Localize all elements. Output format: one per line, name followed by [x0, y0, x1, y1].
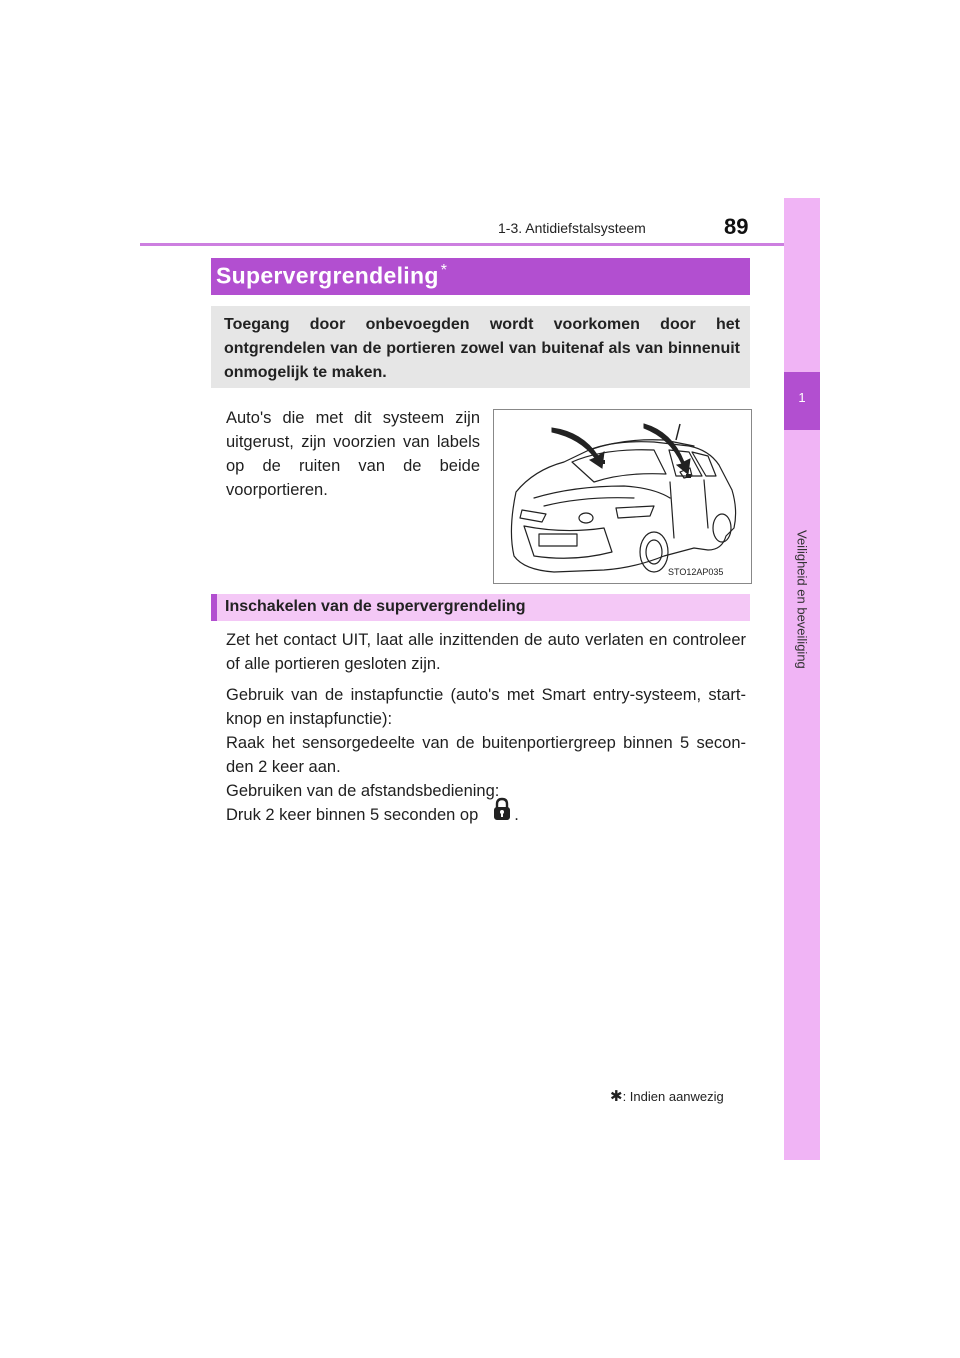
section-label: 1-3. Antidiefstalsysteem	[498, 220, 646, 236]
footnote-text: : Indien aanwezig	[622, 1089, 724, 1104]
page-number: 89	[724, 214, 749, 239]
subsection-title: Inschakelen van de supervergrendeling	[225, 598, 526, 615]
page-title-text: Supervergrendeling	[216, 262, 439, 289]
car-drawing	[494, 410, 751, 583]
remote-control-instructions	[226, 803, 746, 828]
chapter-number: 1	[798, 390, 806, 405]
contact-off-paragraph: Zet het contact UIT, laat alle inzittenden de auto verlaten en controleer of alle portieren gesloten zijn.	[226, 631, 746, 673]
entry-function-heading: Gebruik van de instapfunctie (auto's met Smart entry-systeem, startknop en instapfunctie):	[226, 686, 746, 728]
car-illustration	[493, 409, 752, 584]
entry-function-instructions: Raak het sensorgedeelte van de buitenportiergreep binnen 5 seconden 2 keer aan.	[226, 734, 746, 776]
header-divider	[140, 243, 820, 246]
footnote	[610, 1087, 724, 1105]
footnote-star: ✱	[610, 1088, 623, 1105]
page-title	[216, 262, 447, 290]
remote-control-heading: Gebruiken van de afstandsbediening:	[226, 782, 500, 800]
lock-icon	[492, 797, 512, 828]
figure-code: STO12AP035	[668, 567, 724, 577]
remote-text-after: .	[514, 806, 519, 824]
chapter-title: Veiligheid en beveiliging	[794, 530, 810, 669]
intro-text: Toegang door onbevoegden wordt voorkomen door het ontgrendelen van de portieren zowel van buitenaf als van binnenuit onmogelijk te maken.	[224, 316, 740, 381]
remote-text-before: Druk 2 keer binnen 5 seconden op	[226, 806, 479, 824]
optional-asterisk: *	[440, 262, 448, 279]
labels-paragraph: Auto's die met dit systeem zijn uitgerust, zijn voorzien van labels op de ruiten van de beide voorportieren.	[226, 409, 480, 499]
subsection-accent	[211, 594, 217, 621]
